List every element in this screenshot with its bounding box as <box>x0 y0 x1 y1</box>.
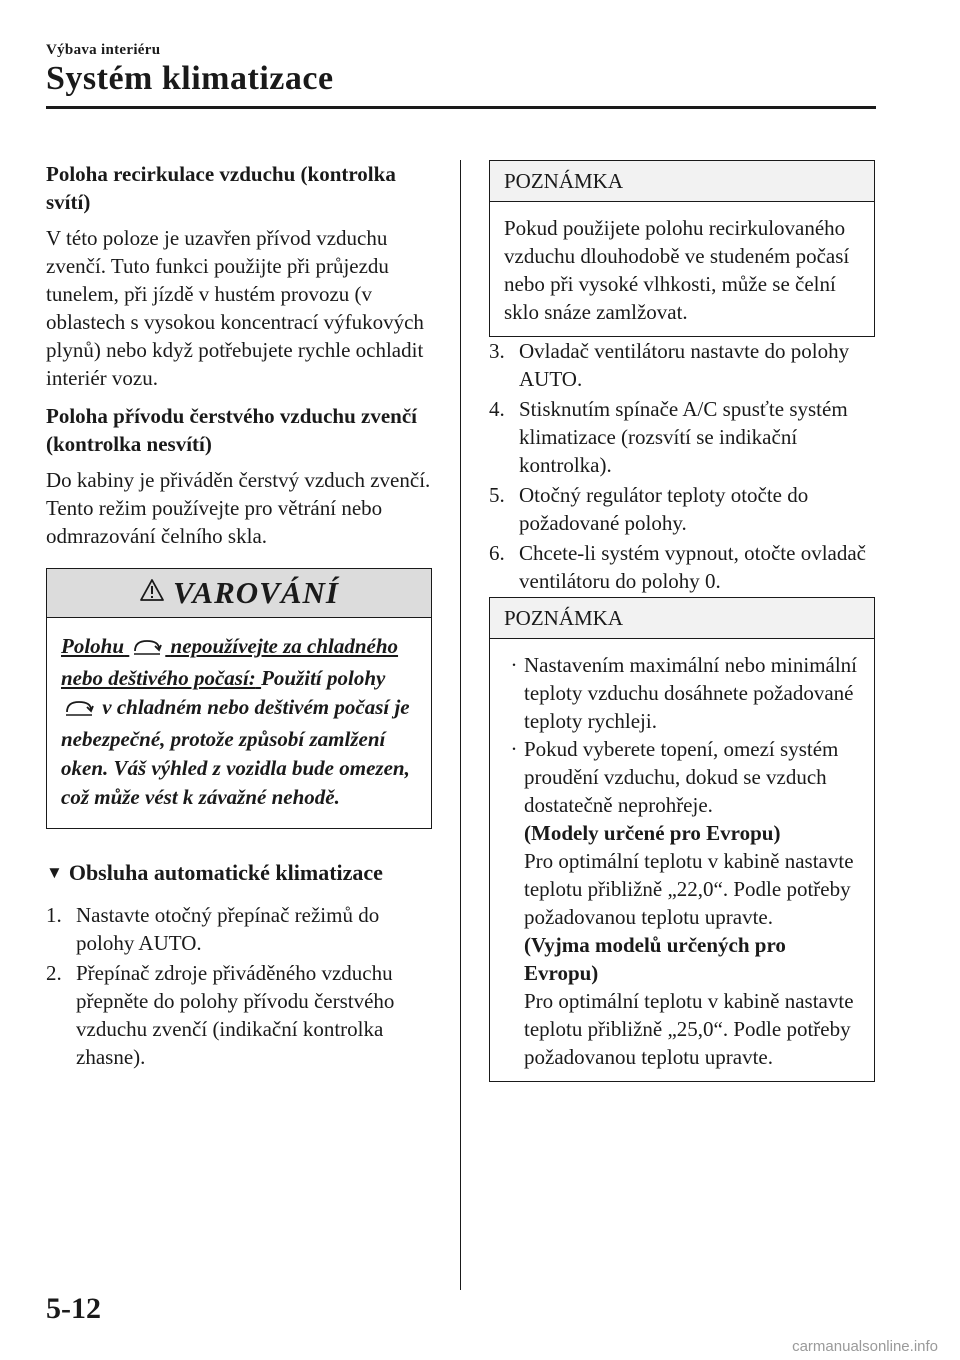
warning-triangle-icon <box>139 578 165 609</box>
list-item <box>46 959 432 1071</box>
watermark: carmanualsonline.info <box>792 1338 938 1355</box>
bullet-text: Pokud vyberete topení, omezí systém proudění vzduchu, dokud se vzduch dostatečně neprohřeje. <box>524 737 839 817</box>
fresh-air-text: Do kabiny je přiváděn čerstvý vzduch zvenčí. Tento režim používejte pro větrání nebo odmrazování čelního skla. <box>46 468 431 548</box>
header-section-label: Výbava interiéru <box>46 42 161 58</box>
list-item <box>489 481 875 537</box>
triangle-down-icon: ▼ <box>46 863 63 882</box>
page-title: Systém klimatizace <box>46 60 334 97</box>
warning-line2-a: Použití polohy <box>261 666 386 690</box>
step-number: 5. <box>489 483 505 507</box>
warning-line1-b: nepoužívejte za chladného nebo deštivého počasí: <box>61 634 399 690</box>
note-text: Pokud použijete polohu recirkulovaného vzduchu dlouhodobě ve studeném počasí nebo při vysoké vlhkosti, může se čelní sklo snáze zamlžovat. <box>504 216 850 324</box>
section-heading <box>46 859 432 887</box>
step-text: Ovladač ventilátoru nastavte do polohy AUTO. <box>519 339 850 391</box>
step-text: Stisknutím spínače A/C spusťte systém klimatizace (rozsvítí se indikační kontrolka). <box>519 397 848 477</box>
note-title: POZNÁMKA <box>490 161 874 202</box>
step-number: 2. <box>46 961 62 985</box>
list-item <box>489 395 875 479</box>
list-item <box>489 337 875 393</box>
section-heading-text: Obsluha automatické klimatizace <box>68 860 383 885</box>
list-item <box>504 651 860 735</box>
warning-box <box>46 568 432 829</box>
note-box-1 <box>489 160 875 337</box>
step-number: 4. <box>489 397 505 421</box>
non-europe-heading: (Vyjma modelů určených pro Evropu) <box>524 933 786 985</box>
fresh-air-heading: Poloha přívodu čerstvého vzduchu zvenčí (kontrolka nesvítí) <box>46 404 417 456</box>
step-number: 1. <box>46 903 62 927</box>
europe-heading: (Modely určené pro Evropu) <box>524 821 781 845</box>
note-body <box>490 639 874 1081</box>
steps-list-right <box>489 337 875 595</box>
warning-line1-a: Polohu <box>61 634 125 658</box>
bullet-content <box>524 735 860 1071</box>
list-item <box>504 735 860 1071</box>
step-text: Nastavte otočný přepínač režimů do polohy AUTO. <box>76 903 380 955</box>
recirc-text: V této poloze je uzavřen přívod vzduchu zvenčí. Tuto funkci použijte při průjezdu tunelem, při jízdě v hustém provozu (v oblastech s vysokou koncentrací výfukových plynů) nebo když potřebujete rychle ochladit interiér vozu. <box>46 226 424 390</box>
steps-list-left <box>46 901 432 1071</box>
non-europe-text: Pro optimální teplotu v kabině nastavte teplotu přibližně „25,0“. Podle potřeby požadovanou teplotu upravte. <box>524 989 854 1069</box>
column-divider <box>460 160 461 1290</box>
list-item <box>489 539 875 595</box>
recirc-heading: Poloha recirkulace vzduchu (kontrolka svítí) <box>46 162 396 214</box>
warning-title: VAROVÁNÍ <box>173 575 339 610</box>
step-number: 6. <box>489 541 505 565</box>
step-text: Chcete-li systém vypnout, otočte ovladač ventilátoru do polohy 0. <box>519 541 866 593</box>
note-box-2 <box>489 597 875 1082</box>
warning-header <box>47 569 431 618</box>
bullet-text: Nastavením maximální nebo minimální teploty vzduchu dosáhnete požadované teploty rychleji. <box>524 653 858 733</box>
note-title: POZNÁMKA <box>490 598 874 639</box>
air-recirculation-icon <box>64 696 94 725</box>
step-text: Otočný regulátor teploty otočte do požadované polohy. <box>519 483 809 535</box>
bullet-dot-icon: · <box>510 737 518 761</box>
note-body <box>490 202 874 336</box>
step-number: 3. <box>489 339 505 363</box>
air-recirculation-icon <box>132 635 162 664</box>
step-text: Přepínač zdroje přiváděného vzduchu přepněte do polohy přívodu čerstvého vzduchu zvenčí (indikační kontrolka zhasne). <box>76 961 395 1069</box>
warning-line2-b: v chladném nebo deštivém počasí je nebezpečné, protože způsobí zamlžení oken. Váš výhled z vozidla bude omezen, což může vést k závažné nehodě. <box>61 695 410 809</box>
header-rule <box>46 106 876 109</box>
bullet-dot-icon: · <box>510 653 518 677</box>
page-number: 5-12 <box>46 1292 101 1325</box>
left-column <box>46 160 432 1073</box>
list-item <box>46 901 432 957</box>
right-column <box>489 160 875 1082</box>
warning-body <box>47 618 431 828</box>
europe-text: Pro optimální teplotu v kabině nastavte teplotu přibližně „22,0“. Podle potřeby požadovanou teplotu upravte. <box>524 849 854 929</box>
